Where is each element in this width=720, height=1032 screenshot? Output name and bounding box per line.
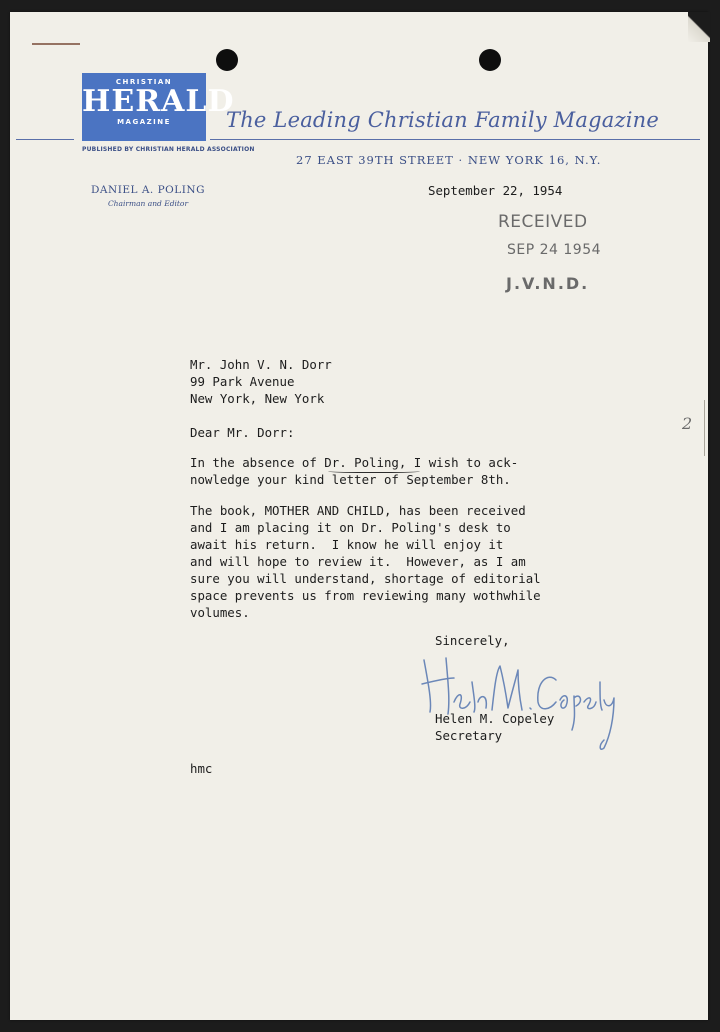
pencil-mark <box>32 43 80 45</box>
logo-bottom-text: MAGAZINE <box>117 118 171 126</box>
signature-block <box>435 710 554 744</box>
margin-fold-line <box>704 400 705 456</box>
recipient-address <box>190 356 332 407</box>
margin-note: 2 <box>682 414 693 433</box>
recipient-line-3: New York, New York <box>190 391 325 406</box>
handwritten-underline <box>328 469 420 473</box>
letter-page <box>10 12 708 1020</box>
tagline: The Leading Christian Family Magazine <box>226 108 659 132</box>
editor-title: Chairman and Editor <box>107 199 189 208</box>
punch-hole-left <box>216 49 238 71</box>
editor-name: DANIEL A. POLING <box>91 184 205 196</box>
folded-corner <box>688 12 710 42</box>
received-stamp-label: RECEIVED <box>498 212 588 232</box>
letterhead-rule-left <box>16 139 74 140</box>
logo-top-text: CHRISTIAN <box>115 78 173 86</box>
letterhead-address: 27 EAST 39TH STREET · NEW YORK 16, N.Y. <box>296 153 602 167</box>
letterhead-rule-right <box>210 139 700 140</box>
signer-title: Secretary <box>435 728 503 743</box>
received-stamp-initials: J.V.N.D. <box>506 274 590 293</box>
letter-date: September 22, 1954 <box>428 183 563 198</box>
recipient-line-1: Mr. John V. N. Dorr <box>190 357 332 372</box>
received-stamp-date: SEP 24 1954 <box>507 242 602 258</box>
body-paragraph-2: The book, MOTHER AND CHILD, has been received and I am placing it on Dr. Poling's desk to await his return. I know he will enjoy it and will hope to review it. However, as I am sure you will understand, shortage of editorial space prevents us from reviewing many wothwhile volumes. <box>190 503 541 620</box>
punch-hole-right <box>479 49 501 71</box>
recipient-line-2: 99 Park Avenue <box>190 374 295 389</box>
publisher-line: PUBLISHED BY CHRISTIAN HERALD ASSOCIATION <box>82 146 255 153</box>
closing: Sincerely, <box>435 633 510 648</box>
herald-logo <box>82 73 235 141</box>
typist-initials: hmc <box>190 761 213 776</box>
salutation: Dear Mr. Dorr: <box>190 425 295 440</box>
signer-name: Helen M. Copeley <box>435 711 555 726</box>
body-paragraph-1: In the absence of Dr. Poling, I wish to ack- nowledge your kind letter of September 8th. <box>190 455 519 487</box>
logo-main-text: HERALD <box>82 84 235 119</box>
